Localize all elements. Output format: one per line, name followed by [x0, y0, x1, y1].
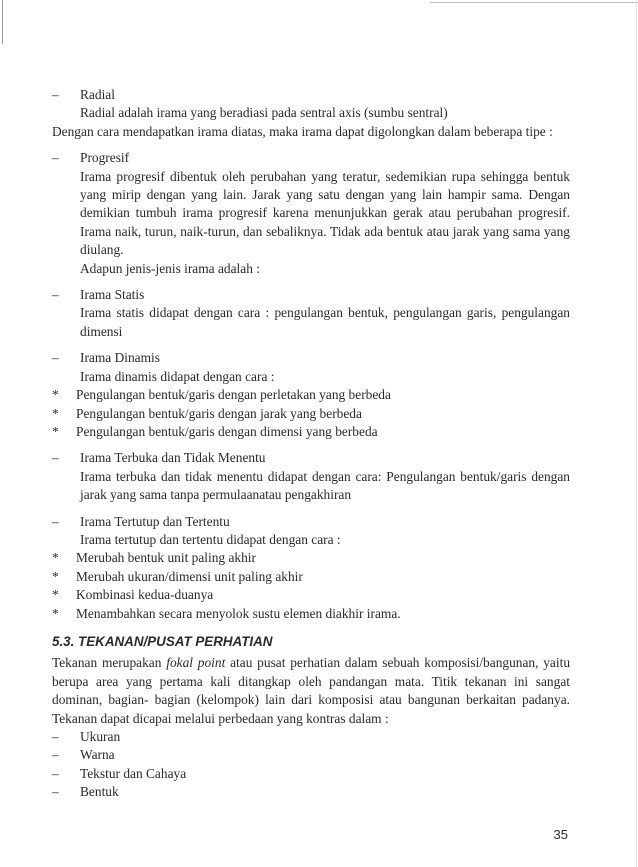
intro-paragraph: Dengan cara mendapatkan irama diatas, maka irama dapat digolongkan dalam beberapa tipe : — [52, 123, 553, 139]
dinamis-list — [52, 386, 570, 441]
asterisk-bullet: * — [52, 405, 59, 421]
terbuka-title: Irama Terbuka dan Tidak Menentu — [80, 450, 266, 466]
terbuka-item — [52, 449, 570, 467]
list-item — [52, 586, 570, 604]
dash-bullet: – — [52, 747, 59, 763]
dash-bullet: – — [52, 87, 59, 102]
list-item — [52, 549, 570, 567]
list-item — [52, 605, 570, 623]
section-heading: 5.3. TEKANAN/PUSAT PERHATIAN — [52, 633, 273, 649]
list-item — [52, 386, 570, 404]
statis-title: Irama Statis — [80, 287, 145, 303]
list-item-text: Merubah ukuran/dimensi unit paling akhir — [76, 568, 303, 584]
asterisk-bullet: * — [52, 568, 59, 584]
contrast-list — [52, 728, 570, 802]
section-paragraph — [52, 654, 570, 728]
dinamis-description: Irama dinamis didapat dengan cara : — [80, 368, 275, 384]
list-item-text: Warna — [80, 747, 115, 763]
asterisk-bullet: * — [52, 387, 59, 403]
list-item-text: Tekstur dan Cahaya — [80, 765, 187, 781]
asterisk-bullet: * — [52, 605, 59, 621]
dash-bullet: – — [52, 729, 59, 744]
dash-bullet: – — [52, 287, 59, 303]
section-text-italic: fokal point — [166, 655, 226, 671]
scan-top-line — [430, 2, 638, 3]
list-item-text: Kombinasi kedua-duanya — [76, 587, 214, 603]
progresif-title: Progresif — [80, 150, 130, 166]
list-item — [52, 765, 570, 783]
list-item-text: Pengulangan bentuk/garis dengan dimensi yang berbeda — [76, 423, 378, 439]
asterisk-bullet: * — [52, 587, 59, 603]
tertutup-title: Irama Tertutup dan Tertentu — [80, 513, 230, 529]
page-number: 35 — [553, 827, 568, 842]
list-item — [52, 423, 570, 441]
tertutup-description: Irama tertutup dan tertentu didapat dengan cara : — [80, 531, 341, 547]
dash-bullet: – — [52, 450, 59, 466]
scan-right-edge — [636, 0, 637, 867]
radial-item — [52, 86, 570, 104]
terbuka-description: Irama terbuka dan tidak menentu didapat dengan cara: Pengulangan bentuk/garis dengan jarak yang sama tanpa permulaanatau pengakhiran — [80, 468, 570, 503]
progresif-item — [52, 149, 570, 167]
list-item-text: Menambahkan secara menyolok sustu elemen diakhir irama. — [76, 605, 401, 621]
dash-bullet: – — [52, 765, 59, 781]
dash-bullet: – — [52, 513, 59, 529]
list-item-text: Pengulangan bentuk/garis dengan jarak yang berbeda — [76, 405, 362, 421]
dash-bullet: – — [52, 350, 59, 366]
section-text-after: atau pusat perhatian dalam sebuah komposisi/bangunan, yaitu berupa area yang pertama kali ditangkap oleh pandangan mata. Titik tekanan ini sangat dominan, bagian- bagian (kelompok) lain dari komposisi atau bangunan berkaitan padanya. Tekanan dapat dicapai melalui perbedaan yang kontras dalam : — [52, 655, 571, 726]
dash-bullet: – — [52, 784, 59, 800]
list-item-text: Pengulangan bentuk/garis dengan perletakan yang berbeda — [76, 387, 391, 403]
list-item — [52, 783, 570, 801]
dash-bullet: – — [52, 150, 59, 166]
dinamis-item — [52, 349, 570, 367]
list-item-text: Ukuran — [80, 729, 121, 744]
radial-description: Radial adalah irama yang beradiasi pada sentral axis (sumbu sentral) — [80, 105, 448, 121]
progresif-description: Irama progresif dibentuk oleh perubahan yang teratur, sedemikian rupa sehingga bentuk yang mirip dengan yang lain. Jarak yang satu dengan yang lain hampir sama. Dengan demikian tumbuh irama progresif karena menunjukkan gerak atau perubahan progresif. Irama naik, turun, naik-turun, dan sebaliknya. Tidak ada bentuk atau jarak yang sama yang diulang. — [80, 168, 570, 258]
dinamis-title: Irama Dinamis — [80, 350, 160, 366]
statis-item — [52, 286, 570, 304]
list-item — [52, 568, 570, 586]
page-content — [52, 86, 570, 802]
asterisk-bullet: * — [52, 423, 59, 439]
radial-title: Radial — [80, 87, 115, 102]
list-item — [52, 728, 570, 746]
statis-description: Irama statis didapat dengan cara : pengulangan bentuk, pengulangan garis, pengulangan dimensi — [80, 305, 570, 339]
tertutup-list — [52, 549, 570, 623]
list-item-text: Merubah bentuk unit paling akhir — [76, 550, 256, 566]
scan-left-edge — [2, 0, 3, 44]
irama-types-intro: Adapun jenis-jenis irama adalah : — [80, 260, 260, 276]
tertutup-item — [52, 513, 570, 531]
asterisk-bullet: * — [52, 550, 59, 566]
list-item-text: Bentuk — [80, 784, 119, 800]
section-text-before: Tekanan merupakan — [52, 655, 167, 671]
list-item — [52, 405, 570, 423]
list-item — [52, 746, 570, 764]
